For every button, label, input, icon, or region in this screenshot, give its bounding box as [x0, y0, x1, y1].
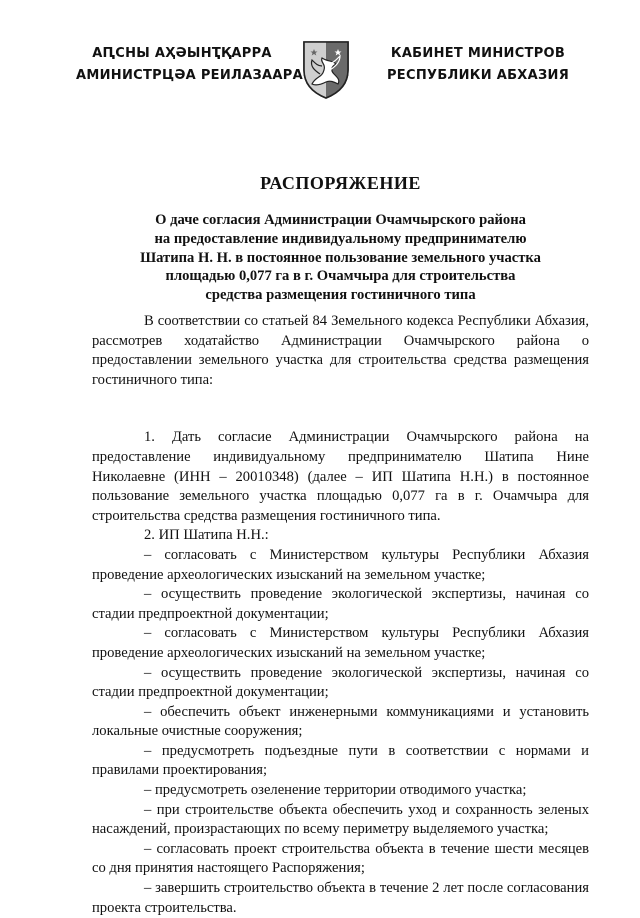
letterhead-russian-name [380, 43, 576, 87]
subject-line: на предоставление индивидуальному предпринимателю [154, 230, 527, 247]
subject-line: Шатипа Н. Н. в постоянное пользование земельного участка [140, 249, 541, 266]
letterhead-right-line1: КАБИНЕТ МИНИСТРОВ [390, 46, 566, 61]
letterhead-left-line1: АԤСНЫ АҲӘЫНҬҚАРРА [92, 46, 272, 61]
document-title: РАСПОРЯЖЕНИЕ [260, 173, 421, 193]
letterhead-abkhaz-name [76, 43, 303, 87]
subitem-paragraph: – согласовать с Министерством культуры Республики Абхазия проведение археологических изысканий на земельном участке; [92, 625, 589, 661]
subitem-paragraph: – при строительстве объекта обеспечить уход и сохранность зеленых насаждений, произрастающих по всему периметру выделяемого участка; [92, 801, 589, 838]
item-2-heading: 2. ИП Шатипа Н.Н.: [144, 527, 269, 544]
item-1-paragraph: 1. Дать согласие Администрации Очамчырского района на предоставление индивидуальному предпринимателю Шатипа Нине Николаевне (ИНН – 20010348) (далее – ИП Шатипа Н.Н.) в постоянное пользование земельного участка площадью 0,077 га в г. Очамчыра для строительства средства размещения гостиничного типа. [92, 429, 589, 524]
subitem-paragraph: – предусмотреть озеленение территории отводимого участка; [144, 782, 527, 799]
subject-line: площадью 0,077 га в г. Очамчыра для строительства [165, 268, 516, 285]
subitem-paragraph: – предусмотреть подъездные пути в соответствии с нормами и правилами проектирования; [92, 742, 589, 779]
subject-line: средства размещения гостиничного типа [205, 287, 476, 304]
subitem-paragraph: – согласовать с Министерством культуры Республики Абхазия проведение археологических изысканий на земельном участке; [92, 546, 589, 583]
subitem-paragraph: – обеспечить объект инженерными коммуникациями и установить локальные очистные сооружения; [92, 703, 589, 740]
subitem-paragraph: – осуществить проведение экологической экспертизы, начиная со стадии предпроектной документации; [92, 664, 589, 701]
document-subject [92, 211, 589, 305]
letterhead [0, 40, 640, 100]
coat-of-arms-icon [300, 40, 352, 100]
subitem-paragraph: – завершить строительство объекта в течение 2 лет после согласования проекта строительства. [92, 880, 589, 916]
document-text [92, 312, 589, 918]
preamble-paragraph: В соответствии со статьей 84 Земельного кодекса Республики Абхазия, рассмотрев ходатайство Администрации Очамчырского района о предоставлении земельного участка для строительства средства размещения гостиничного типа: [92, 313, 589, 388]
subitem-paragraph: – согласовать проект строительства объекта в течение шести месяцев со дня принятия настоящего Распоряжения; [92, 840, 589, 877]
letterhead-right-line2: РЕСПУБЛИКИ АБХАЗИЯ [386, 68, 570, 83]
paragraph-spacer [92, 409, 589, 428]
letterhead-left-line2: АМИНИСТРЦӘА РЕИЛАЗААРА [76, 68, 303, 83]
subitem-paragraph: – осуществить проведение экологической экспертизы, начиная со стадии предпроектной документации; [92, 586, 589, 622]
subject-line: О даче согласия Администрации Очамчырского района [155, 212, 526, 228]
